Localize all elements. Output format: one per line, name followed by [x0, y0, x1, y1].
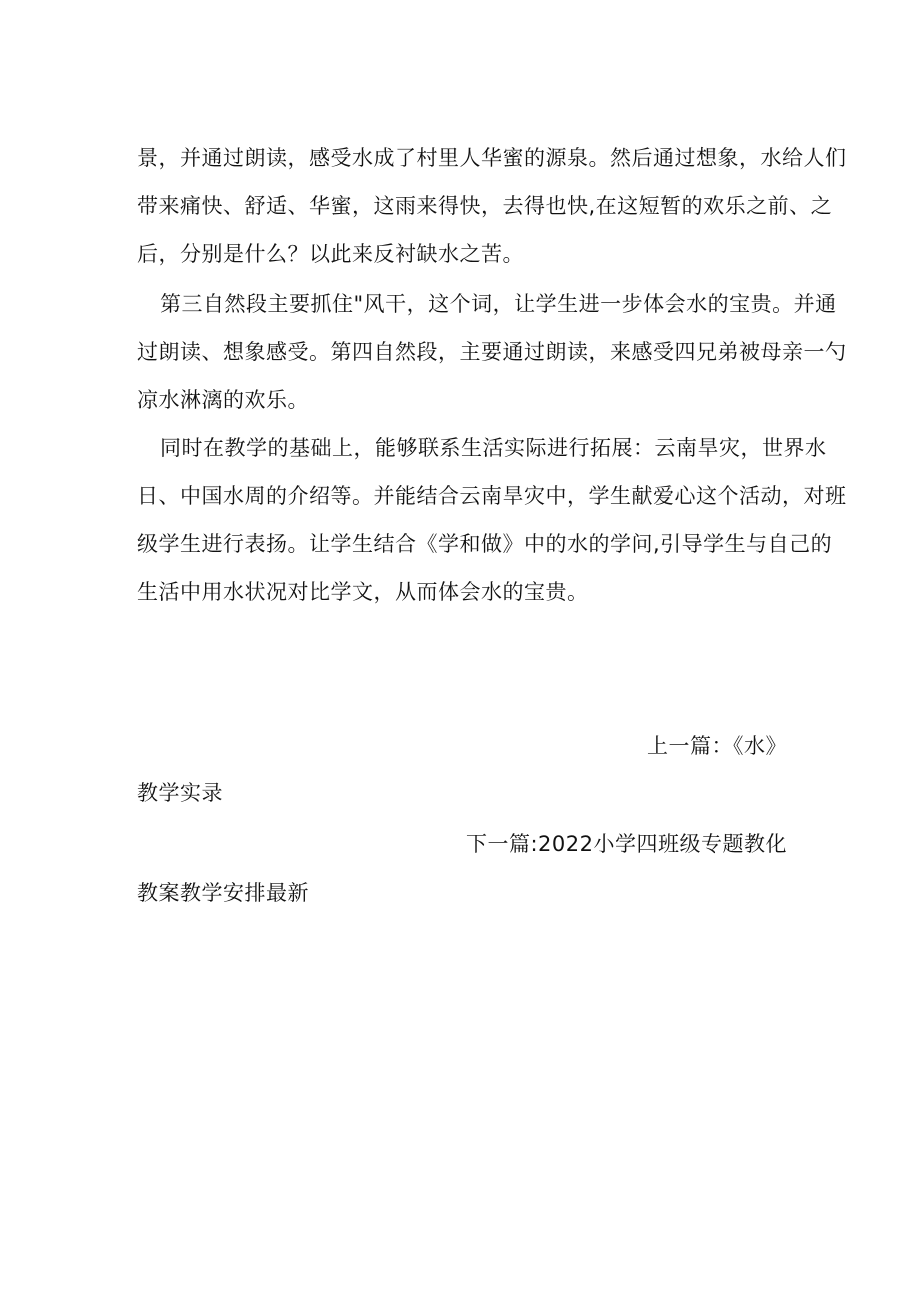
paragraph-1-line-3: 后，分别是什么？以此来反衬缺水之苦。: [137, 242, 524, 266]
paragraph-3-line-3: 级学生进行表扬。让学生结合《学和做》中的水的学问,引导学生与自己的: [137, 532, 833, 556]
previous-article-link[interactable]: 上一篇：《水》: [647, 734, 787, 758]
paragraph-1-line-1: 景，并通过朗读，感受水成了村里人华蜜的源泉。然后通过想象，水给人们: [137, 146, 847, 170]
previous-article-link-continued[interactable]: 教学实录: [137, 781, 223, 805]
paragraph-2-line-1: 第三自然段主要抓住"风干，这个词，让学生进一步体会水的宝贵。并通: [160, 292, 837, 316]
paragraph-1-line-2: 带来痛快、舒适、华蜜，这雨来得快，去得也快,在这短暂的欢乐之前、之: [137, 194, 833, 218]
paragraph-3-line-4: 生活中用水状况对比学文，从而体会水的宝贵。: [137, 580, 589, 604]
paragraph-2-line-2: 过朗读、想象感受。第四自然段，主要通过朗读，来感受四兄弟被母亲一勺: [137, 340, 847, 364]
paragraph-3-line-2: 日、中国水周的介绍等。并能结合云南旱灾中，学生献爱心这个活动，对班: [137, 484, 847, 508]
next-article-link-continued[interactable]: 教案教学安排最新: [137, 881, 309, 905]
next-article-link[interactable]: 下一篇:2022小学四班级专题教化: [465, 832, 787, 856]
paragraph-2-line-3: 凉水淋漓的欢乐。: [137, 388, 309, 412]
paragraph-3-line-1: 同时在教学的基础上，能够联系生活实际进行拓展：云南旱灾，世界水: [160, 436, 827, 460]
